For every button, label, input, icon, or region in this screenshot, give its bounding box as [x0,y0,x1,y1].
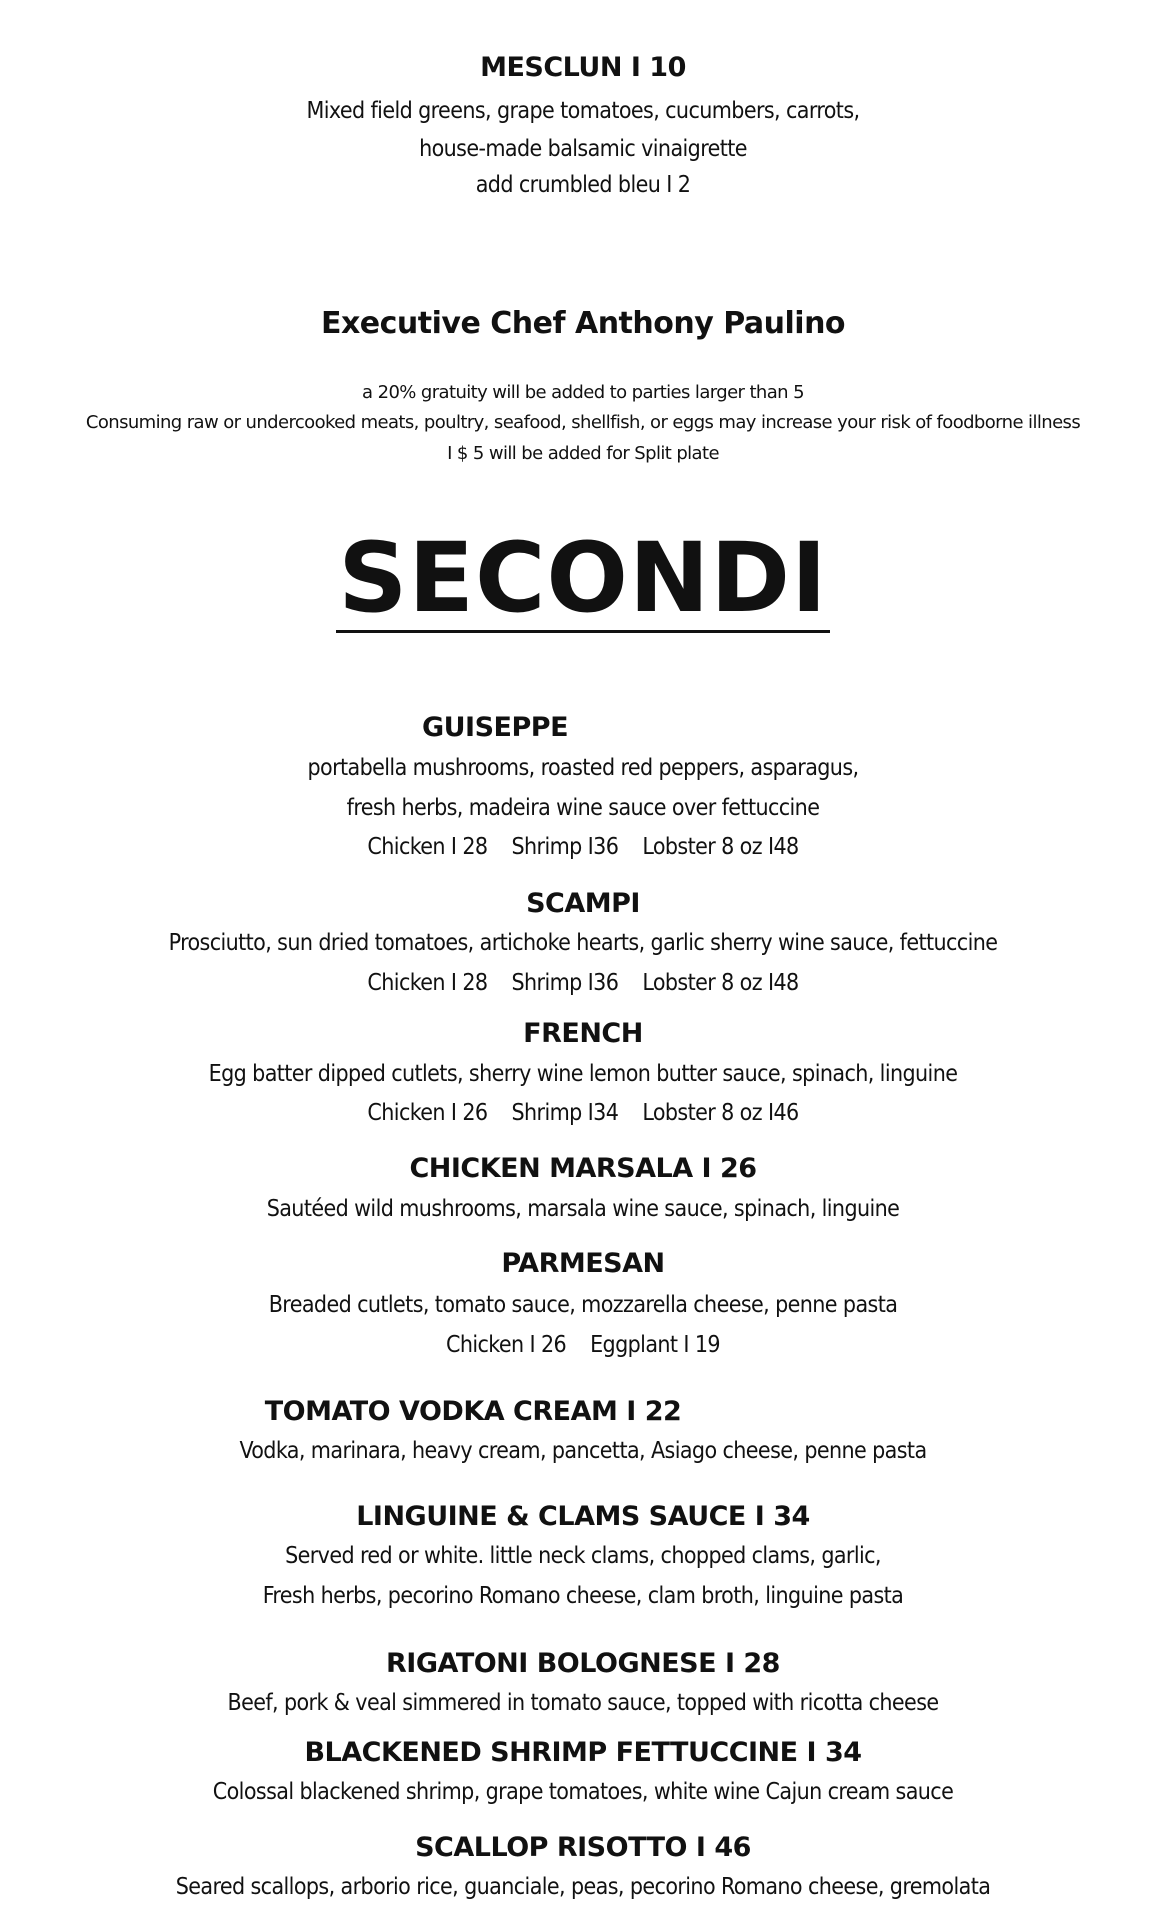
mesclun-line: add crumbled bleu I 2 [475,172,691,198]
price-chicken: Chicken I 26 [446,1332,567,1358]
menu-item-title: RIGATONI BOLOGNESE I 28 [386,1648,780,1679]
menu-item-line: Colossal blackened shrimp, grape tomatoes, white wine Cajun cream sauce [212,1779,954,1805]
price-shrimp: Shrimp I36 [511,834,619,860]
menu-item-title: PARMESAN [501,1248,665,1279]
menu-item-prices [0,834,1166,860]
menu-item-line: fresh herbs, madeira wine sauce over fettuccine [346,795,820,821]
executive-chef: Executive Chef Anthony Paulino [320,306,846,341]
price-lobster: Lobster 8 oz I48 [642,834,799,860]
mesclun-title: MESCLUN I 10 [480,52,686,83]
section-title [0,522,1166,634]
price-shrimp: Shrimp I36 [511,970,619,996]
menu-item-title: SCAMPI [526,888,640,919]
menu-item-title: LINGUINE & CLAMS SAUCE I 34 [356,1501,810,1532]
mesclun-line: Mixed field greens, grape tomatoes, cucumbers, carrots, [306,98,860,124]
menu-item-prices [0,970,1166,996]
price-chicken: Chicken I 28 [367,970,488,996]
menu-item-line: Seared scallops, arborio rice, guanciale, peas, pecorino Romano cheese, gremolata [175,1874,991,1900]
menu-item-prices [0,1100,1166,1126]
price-shrimp: Shrimp I34 [511,1100,619,1126]
menu-item-title: CHICKEN MARSALA I 26 [409,1153,757,1184]
price-lobster: Lobster 8 oz I46 [642,1100,799,1126]
menu-item-line: portabella mushrooms, roasted red peppers, asparagus, [307,755,859,781]
menu-item-prices [0,1332,1166,1358]
menu-item-line: Beef, pork & veal simmered in tomato sauce, topped with ricotta cheese [227,1690,939,1716]
menu-item-line: Fresh herbs, pecorino Romano cheese, clam broth, linguine pasta [262,1583,904,1609]
menu-item-line: Egg batter dipped cutlets, sherry wine lemon butter sauce, spinach, linguine [208,1061,958,1087]
price-eggplant: Eggplant I 19 [590,1332,720,1358]
menu-item-line: Vodka, marinara, heavy cream, pancetta, Asiago cheese, penne pasta [239,1438,927,1464]
mesclun-line: house-made balsamic vinaigrette [419,136,747,162]
menu-item-line: Breaded cutlets, tomato sauce, mozzarella cheese, penne pasta [268,1292,898,1318]
menu-item-title: SCALLOP RISOTTO I 46 [415,1832,751,1863]
menu-item-line: Served red or white. little neck clams, chopped clams, garlic, [285,1543,881,1569]
menu-item-line: Sautéed wild mushrooms, marsala wine sauce, spinach, linguine [266,1196,900,1222]
menu-item-title: GUISEPPE [421,712,569,743]
menu-item-title: BLACKENED SHRIMP FETTUCCINE I 34 [304,1737,862,1768]
gratuity-note: a 20% gratuity will be added to parties larger than 5 [362,382,804,403]
price-chicken: Chicken I 28 [367,834,488,860]
price-chicken: Chicken I 26 [367,1100,488,1126]
menu-item-title: FRENCH [523,1018,643,1049]
menu-item-title: TOMATO VODKA CREAM I 22 [264,1396,682,1427]
section-title-text: SECONDI [338,522,828,634]
split-plate-note: I $ 5 will be added for Split plate [447,443,719,464]
health-warning-note: Consuming raw or undercooked meats, poultry, seafood, shellfish, or eggs may increase your risk of foodborne illness [85,412,1081,433]
menu-item-line: Prosciutto, sun dried tomatoes, artichoke hearts, garlic sherry wine sauce, fettuccine [168,930,998,956]
price-lobster: Lobster 8 oz I48 [642,970,799,996]
